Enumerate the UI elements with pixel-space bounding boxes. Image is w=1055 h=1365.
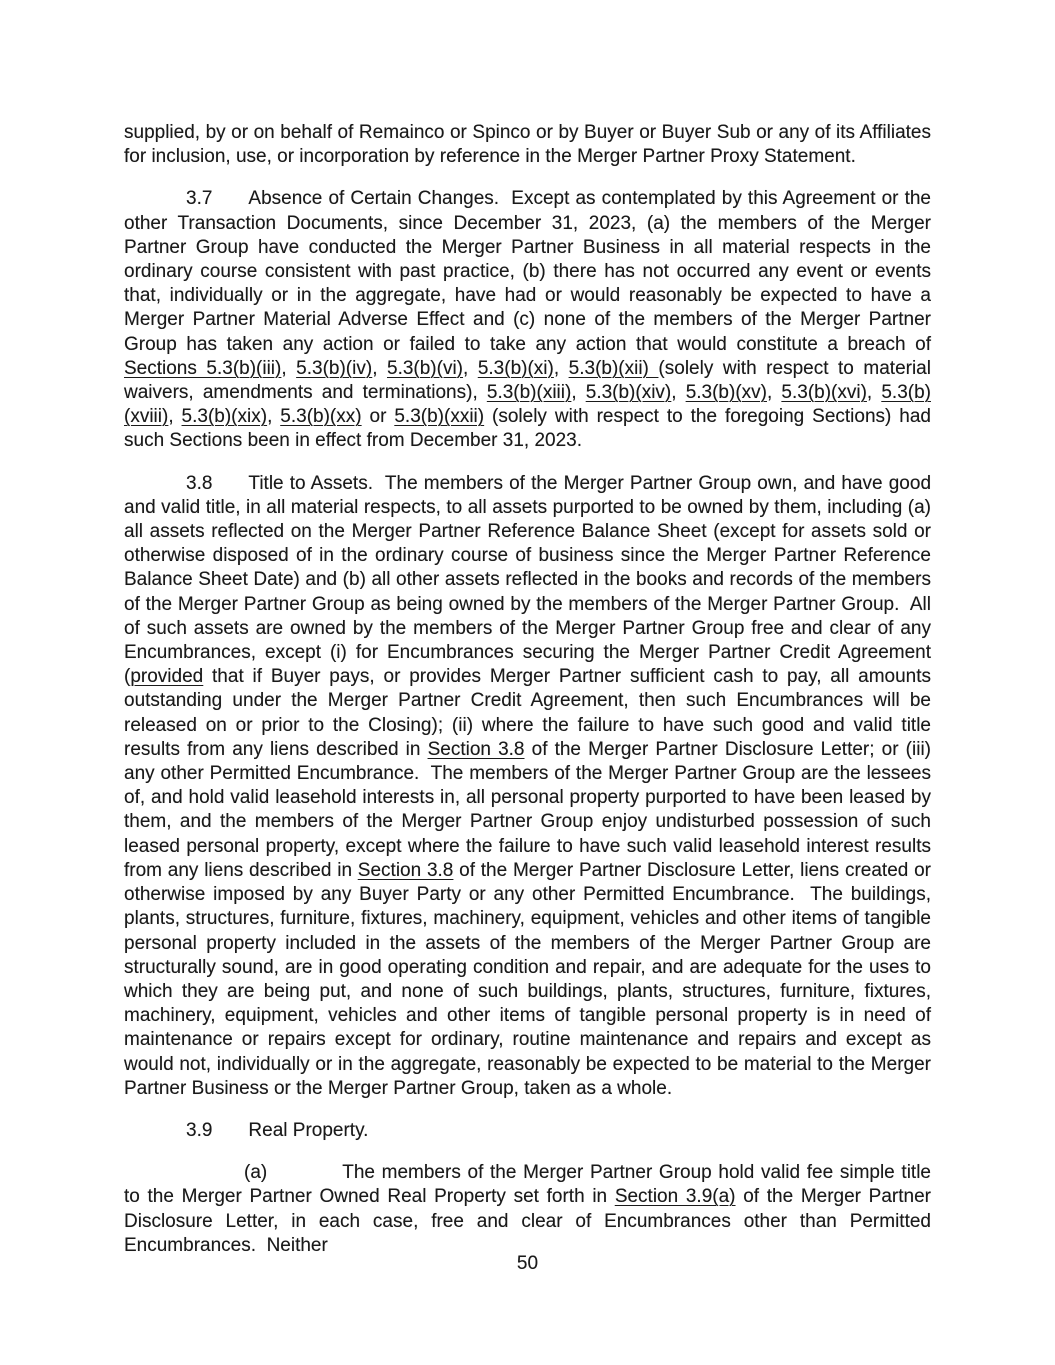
body-text-segment: The members of the Merger Partner Group hold valid fee simple title to the Merger Partner Owned Real Property set forth in [124,1162,931,1208]
section-reference: 5.3(b)(xviii) [124,382,931,428]
section-reference: 5.3(b)(xvi) [781,382,867,404]
paragraph-label: 3.7 [186,188,213,210]
tab-spacer [212,203,248,204]
paragraph-label: (a) [244,1162,268,1184]
body-text-segment: (solely with respect to the foregoing Sections) had such Sections been in effect from December 31, 2023. [124,406,931,452]
body-text-segment: of the Merger Partner Disclosure Letter; or (iii) any other Permitted Encumbrance. The members of the Merger Partner Group are the lessees of, and hold valid leasehold interests in, all personal property purported to have been leased by them, and the members of the Merger Partner Group enjoy undisturbed possession of such leased personal property, except where the failure to have such valid leasehold interest results from any liens described in [124,738,931,881]
body-text-segment: , [372,357,387,379]
body-text-segment: Except as contemplated by this Agreement or the other Transaction Documents, since December 31, 2023, (a) the members of the Merger Partner Group have conducted the Merger Partner Business in all material respects in the ordinary course consistent with past practice, (b) there has not occurred any event or events that, individually or in the aggregate, have had or would reasonably be expected to have a Merger Partner Material Adverse Effect and (c) none of the members of the Merger Partner Group has taken any action or failed to take any action that would constitute a breach of [124,188,931,355]
body-text-segment: of the Merger Partner Disclosure Letter, liens created or otherwise imposed by any Buyer Party or any other Permitted Encumbrance. The buildings, plants, structures, furniture, fixtures, machinery, equipment, vehicles and other items of tangible personal property included in the assets of the members of the Merger Partner Group are structurally sound, are in good operating condition and repair, and are adequate for the uses to which they are being put, and none of such buildings, plants, structures, furniture, fixtures, machinery, equipment, vehicles and other items of tangible personal property is in need of maintenance or repairs except for ordinary, routine maintenance and repairs and except as would not, individually or in the aggregate, reasonably be expected to be material to the Merger Partner Business or the Merger Partner Group, taken as a whole. [124,859,932,1099]
body-text-segment: that if Buyer pays, or provides Merger Partner sufficient cash to pay, all amounts outstanding under the Merger Partner Credit Agreement, then such Encumbrances will be released on or prior to the Closing); (ii) where the failure to have such good and valid title results from any liens described in [124,666,931,760]
page-number: 50 [516,1253,539,1274]
body-text-segment: , [553,357,569,379]
section-reference: 5.3(b)(xix) [181,406,268,428]
tab-spacer [212,1135,248,1136]
body-text-segment: The members of the Merger Partner Group own, and have good and valid title, in all material respects, to all assets purported to be owned by them, including (a) all assets reflected on the Merger Partner Reference Balance Sheet (except for assets sold or otherwise disposed of in the ordinary course of business since the Merger Partner Reference Balance Sheet Date) and (b) all other assets reflected in the books and records of the members of the Merger Partner Group as being owned by the members of the Merger Partner Group. All of such assets are owned by the members of the Merger Partner Group free and clear of any Encumbrances, except (i) for Encumbrances securing the Merger Partner Credit Agreement ( [124,472,932,688]
tab-spacer [212,488,248,489]
section-reference: 5.3(b)(xiii) [486,382,572,404]
section-reference: 5.3(b)(iv) [296,357,373,379]
section-reference: Section 3.8 [357,859,454,881]
section-reference: 5.3(b)(xxii) [394,406,485,428]
section-reference: 5.3(b)(xi) [477,357,554,379]
section-reference: 5.3(b)(xii) [568,357,659,379]
body-text-segment: , [463,357,478,379]
section-reference: Section 3.9(a) [614,1186,736,1208]
body-text-segment: , [766,382,782,404]
body-text-segment: , [571,382,586,404]
section-heading: Real Property. [248,1119,369,1141]
section-3-7-absence-of-certain-changes [124,187,931,453]
body-text-segment: , [168,406,182,428]
paragraph-label: 3.8 [186,472,213,494]
section-reference: Section 3.8 [427,738,525,760]
document-body [124,121,931,1258]
section-reference: 5.3(b)(vi) [387,357,464,379]
section-heading: Title to Assets. [248,472,373,494]
body-text-segment: (solely with respect to material waivers, amendments and terminations), [124,357,931,404]
paragraph-label: 3.9 [186,1119,213,1141]
paragraph-3-9-a-owned-real-property [124,1161,931,1258]
section-reference: provided [130,666,204,688]
paragraph-proxy-statement-continuation [124,121,931,169]
section-heading: Absence of Certain Changes. [248,188,500,210]
body-text-segment: , [671,382,686,404]
section-reference: 5.3(b)(xx) [280,406,362,428]
section-reference: 5.3(b)(xv) [685,382,767,404]
body-text-segment: , [281,357,297,379]
body-text-segment: or [361,406,395,428]
section-3-8-title-to-assets [124,472,931,1101]
section-reference: 5.3(b)(xiv) [585,382,672,404]
tab-spacer [267,1177,342,1178]
body-text-segment: of the Merger Partner Disclosure Letter, in each case, free and clear of Encumbrances other than Permitted Encumbrances. Neither [124,1186,931,1256]
body-text-segment: , [866,382,882,404]
body-text-segment: , [267,406,281,428]
body-text-segment: supplied, by or on behalf of Remainco or Spinco or by Buyer or Buyer Sub or any of its Affiliates for inclusion, use, or incorporation by reference in the Merger Partner Proxy Statement. [124,122,931,168]
section-reference: Sections 5.3(b)(iii) [124,357,282,379]
section-3-9-real-property [124,1119,931,1143]
